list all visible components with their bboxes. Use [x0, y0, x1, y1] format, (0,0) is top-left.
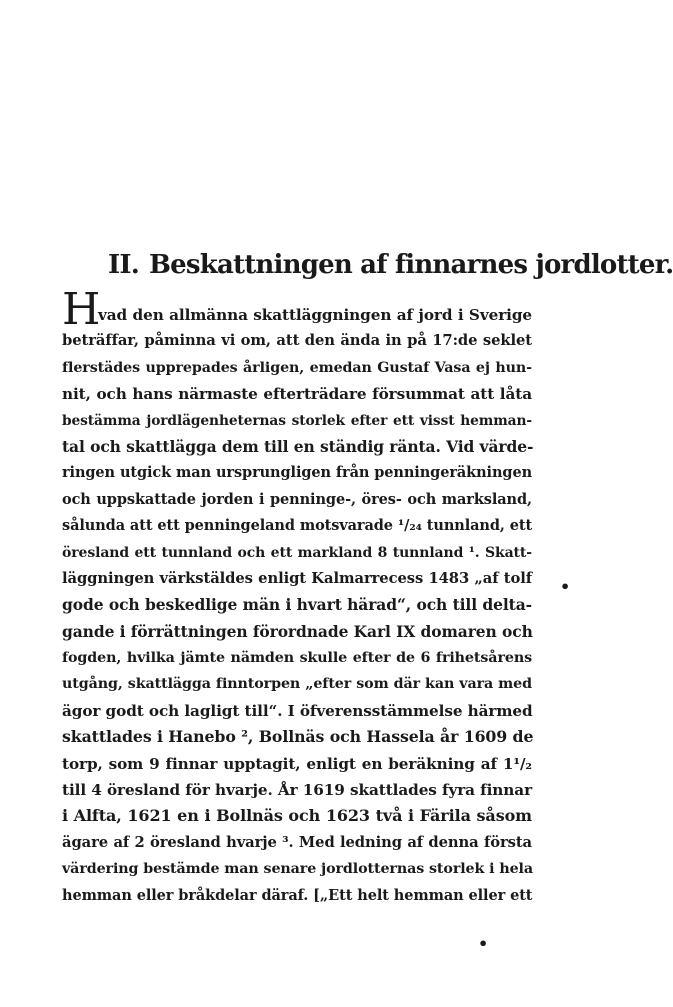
text-line: öresland ett tunnland och ett markland 8 tunnland ¹. Skatt-: [62, 544, 532, 561]
text-line: ägare af 2 öresland hvarje ³. Med ledning af denna första: [62, 833, 532, 851]
text-line-first: [62, 284, 532, 335]
text-line: gode och beskedlige män i hvart härad“, och till delta-: [62, 595, 532, 615]
chapter-heading: [108, 250, 673, 280]
text-line: värdering bestämde man senare jordlotternas storlek i hela: [62, 861, 533, 878]
text-line: ringen utgick man ursprungligen från penningeräkningen: [62, 464, 533, 482]
text-line: ägor godt och lagligt till“. I öfverensstämmelse härmed: [62, 701, 533, 720]
text-line: skattlades i Hanebo ², Bollnäs och Hassela år 1609 de: [62, 727, 534, 747]
text-line: tal och skattlägga dem till en ständig ränta. Vid värde-: [62, 436, 534, 456]
text-line: bestämma jordlägenheternas storlek efter ett visst hemman-: [62, 412, 532, 429]
text-line: nit, och hans närmaste efterträdare försummat att låta: [62, 385, 532, 404]
text-line: hemman eller bråkdelar däraf. [„Ett helt hemman eller ett: [62, 886, 533, 904]
chapter-title: Beskattningen af finnarnes jordlotter.: [148, 250, 673, 280]
text-line: gande i förrättningen förordnade Karl IX domaren och: [62, 621, 533, 641]
text-line: och uppskattade jorden i penninge-, öres- och marksland,: [62, 490, 532, 508]
bottom-mark: •: [478, 934, 489, 953]
first-line-text: vad den allmänna skattläggningen af jord i Sverige: [98, 306, 532, 324]
chapter-number: II.: [108, 250, 139, 280]
text-line: läggningen värkstäldes enligt Kalmarrecess 1483 „af tolf: [62, 569, 532, 587]
drop-cap: H: [62, 284, 101, 335]
text-line: fogden, hvilka jämte nämden skulle efter de 6 frihetsårens: [62, 650, 532, 667]
text-line: torp, som 9 finnar upptagit, enligt en beräkning af 1¹/₂: [62, 754, 532, 773]
text-line: beträffar, påminna vi om, att den ända in på 17:de seklet: [62, 332, 532, 350]
text-line: i Alfta, 1621 en i Bollnäs och 1623 två i Färila såsom: [62, 806, 532, 826]
text-lines: [62, 328, 532, 909]
text-line: utgång, skattlägga finntorpen „efter som där kan vara med: [62, 676, 532, 693]
text-line: sålunda att ett penningeland motsvarade ¹/₂₄ tunnland, ett: [62, 517, 533, 535]
text-line: till 4 öresland för hvarje. År 1619 skattlades fyra finnar: [62, 781, 532, 800]
text-line: flerstädes upprepades årligen, emedan Gustaf Vasa ej hun-: [62, 359, 532, 376]
margin-mark: •: [560, 577, 571, 596]
body-paragraph: [62, 284, 534, 909]
